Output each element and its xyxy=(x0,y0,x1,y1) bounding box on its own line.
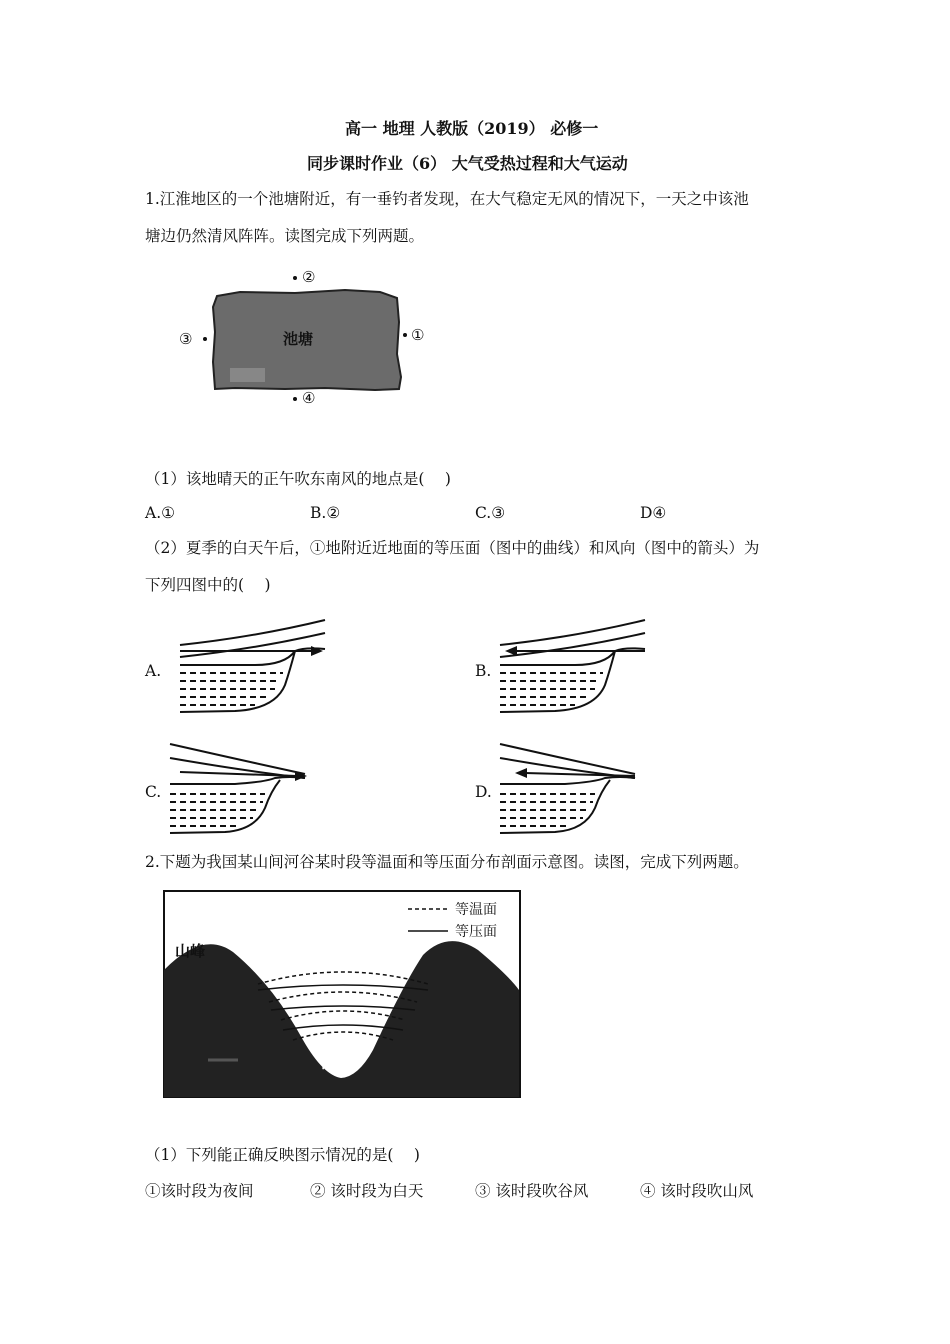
option-c-diagram[interactable] xyxy=(165,736,325,836)
q2-sub1-option-2[interactable]: ② 该时段为白天 xyxy=(310,1182,424,1200)
marker-dot-2 xyxy=(293,276,297,280)
page-title: 高一 地理 人教版（2019） 必修一 xyxy=(345,119,599,138)
q1-sub2-option-d-label[interactable]: D. xyxy=(475,783,492,801)
q1-sub1-option-c[interactable]: C.③ xyxy=(475,504,506,522)
q1-sub2-stem-line1: （2）夏季的白天午后，①地附近近地面的等压面（图中的曲线）和风向（图中的箭头）为 xyxy=(145,539,760,557)
marker-4: ④ xyxy=(302,389,316,407)
q2-sub1-option-3[interactable]: ③ 该时段吹谷风 xyxy=(475,1182,589,1200)
valley-figure xyxy=(163,890,523,1100)
marker-2: ② xyxy=(302,268,316,286)
pond-figure xyxy=(175,262,455,412)
q1-sub2-stem-line2: 下列四图中的( ) xyxy=(145,576,271,594)
legend-isobar: 等压面 xyxy=(455,924,497,940)
marker-1: ① xyxy=(411,326,425,344)
marker-dot-3 xyxy=(203,337,207,341)
q1-sub1-stem: （1）该地晴天的正午吹东南风的地点是( ) xyxy=(145,470,451,488)
option-a-diagram[interactable] xyxy=(175,615,335,715)
q1-sub1-option-b[interactable]: B.② xyxy=(310,504,341,522)
q2-sub1-stem: （1）下列能正确反映图示情况的是( ) xyxy=(145,1146,420,1164)
marker-dot-1 xyxy=(403,333,407,337)
marker-3: ③ xyxy=(179,330,193,348)
q1-sub1-option-d[interactable]: D④ xyxy=(640,504,667,522)
q1-stem-line2: 塘边仍然清风阵阵。读图完成下列两题。 xyxy=(145,227,425,245)
peak-label: 山峰 xyxy=(175,942,206,960)
q1-stem-line1: 1.江淮地区的一个池塘附近，有一垂钓者发现，在大气稳定无风的情况下，一天之中该池 xyxy=(145,190,749,208)
q1-sub2-option-b-label[interactable]: B. xyxy=(475,662,492,680)
q1-sub2-option-c-label[interactable]: C. xyxy=(145,783,162,801)
legend-isotherm: 等温面 xyxy=(455,902,497,918)
valley-label: 河谷 xyxy=(321,1056,349,1072)
q1-sub2-option-a-label[interactable]: A. xyxy=(145,662,162,680)
q2-sub1-option-1[interactable]: ①该时段为夜间 xyxy=(145,1182,254,1200)
option-b-diagram[interactable] xyxy=(495,615,655,715)
page-subtitle: 同步课时作业（6） 大气受热过程和大气运动 xyxy=(307,154,628,173)
q2-sub1-option-4[interactable]: ④ 该时段吹山风 xyxy=(640,1182,754,1200)
marker-dot-4 xyxy=(293,397,297,401)
watermark-blur xyxy=(230,368,265,382)
q2-stem: 2.下题为我国某山间河谷某时段等温面和等压面分布剖面示意图。读图，完成下列两题。 xyxy=(145,853,749,871)
q1-sub1-option-a[interactable]: A.① xyxy=(145,504,176,522)
pond-label: 池塘 xyxy=(283,330,314,348)
option-d-diagram[interactable] xyxy=(495,736,655,836)
